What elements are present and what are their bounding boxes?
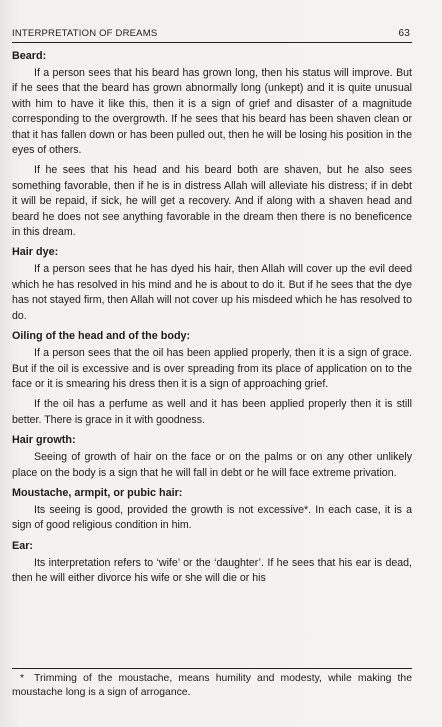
section-heading: Beard: [12, 50, 47, 62]
footnote [12, 672, 412, 700]
section-heading: Hair dye: [12, 246, 59, 259]
running-header [12, 28, 412, 43]
section-ear [12, 539, 412, 587]
section-heading: Hair growth: [12, 434, 76, 447]
section-hair-growth [12, 433, 412, 481]
footnote-divider [12, 668, 412, 669]
section-heading: Moustache, armpit, or pubic hair: [12, 486, 183, 499]
footnote-mark: * [20, 673, 25, 684]
paragraph: Seeing of growth of hair on the face or on the palms or on any other unlikely place on the body is a sign that he will fall in debt or he will face extreme privation. [12, 451, 412, 479]
section-beard [12, 49, 412, 240]
footnote-text: Trimming of the moustache, means humility and modesty, while making the moustache long is a sign of arrogance. [12, 673, 412, 698]
section-heading: Oiling of the head and of the body: [12, 330, 191, 343]
paragraph: Its interpretation refers to ‘wife’ or the ‘daughter’. If he sees that his ear is dead, then he will either divorce his wife or she will die or his [12, 556, 412, 585]
paragraph: If a person sees that the oil has been applied properly, then it is a sign of grace. But if the oil is excessive and is over spreading from its place of application on to the face or it is smearing his dress then it is a sign of approaching grief. [12, 347, 412, 390]
section-hair-dye [12, 245, 412, 324]
page-number: 63 [398, 28, 410, 39]
paragraph: If a person sees that he has dyed his hair, then Allah will cover up the evil deed which he has resolved in his mind and he is about to do it. But if he sees that the dye has not stayed firm, then Allah will not cover up his misdeed which he has resolved to do. [12, 263, 412, 322]
running-title: INTERPRETATION OF DREAMS [12, 28, 158, 39]
section-heading: Ear: [12, 539, 34, 552]
section-moustache [12, 486, 412, 534]
paragraph: If the oil has a perfume as well and it has been applied properly then it is still better. There is grace in it with goodness. [12, 398, 412, 426]
paragraph: If a person sees that his beard has grown long, then his status will improve. But if he sees that the beard has grown abnormally long (unkept) and it is quite unusual with him to have it like this, then it is a sign of grief and disaster of a magnitude corresponding to the overgrowth. If he sees that his beard has been shaven clean or that it has fallen down or has been pulled out, then he will be losing his position in the eyes of others. [12, 67, 412, 157]
section-oiling [12, 329, 412, 428]
paragraph: If he sees that his head and his beard both are shaven, but he also sees something favorable, then if he is in distress Allah will alleviate his distress; if in debt it will be repaid, if sick, he will get a recovery. And if along with a shaven head and beard he does not see anything favorable in the dream then there is no beneficence in this dream. [12, 164, 412, 239]
paragraph: Its seeing is good, provided the growth is not excessive*. In each case, it is a sign of good religious condition in him. [12, 503, 412, 532]
